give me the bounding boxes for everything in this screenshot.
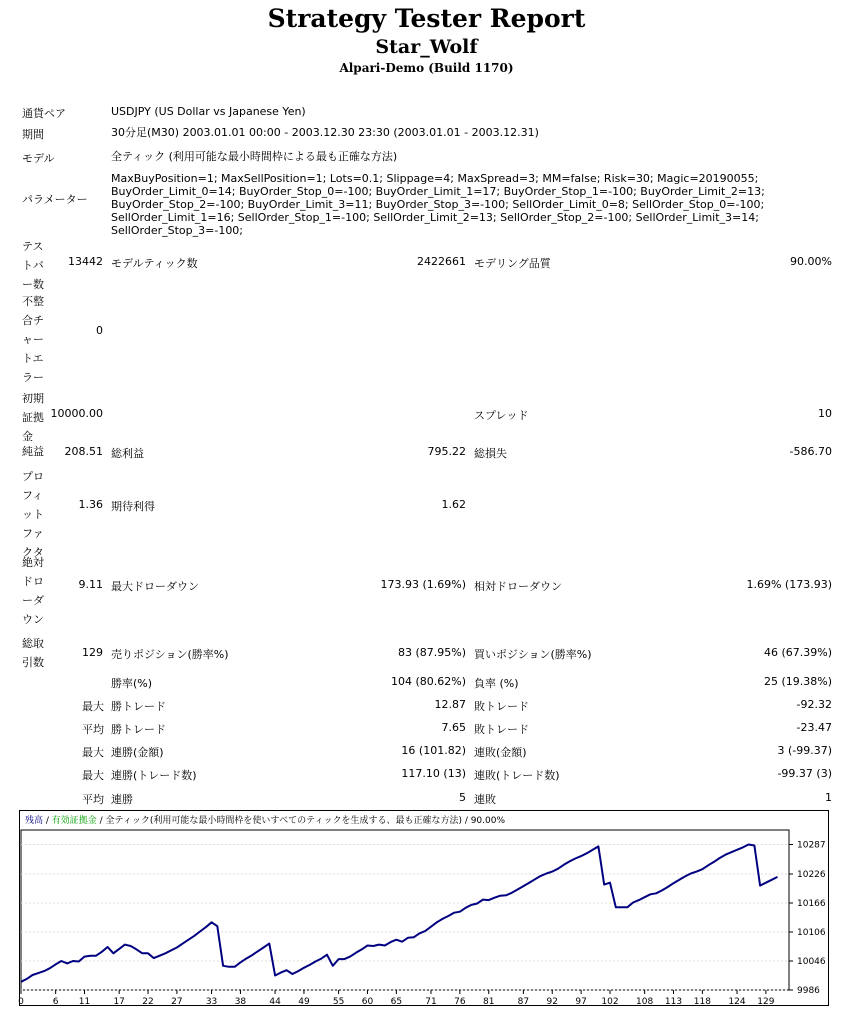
y-tick-label: 10166 xyxy=(797,898,826,909)
ea-name: Star_Wolf xyxy=(375,36,478,58)
stat-value-2: 2422661 xyxy=(417,255,466,268)
stat-value-3: 25 (19.38%) xyxy=(763,675,832,688)
stat-value-2: 7.65 xyxy=(441,721,466,734)
x-tick-label: 27 xyxy=(171,997,183,1007)
x-tick-label: 49 xyxy=(298,997,310,1007)
stat-value: 最大 xyxy=(82,700,104,713)
stats-row xyxy=(0,742,853,760)
stat-label: 総取引数 xyxy=(22,637,44,669)
x-tick-label: 76 xyxy=(454,997,466,1007)
stat-label-2: 連勝 xyxy=(111,793,133,806)
stat-value-2: 795.22 xyxy=(427,445,466,458)
stat-value: 10000.00 xyxy=(50,407,103,420)
x-tick-label: 6 xyxy=(52,997,59,1007)
stats-row xyxy=(0,553,853,626)
x-tick-label: 102 xyxy=(601,997,619,1007)
stat-value-3: 1.69% (173.93) xyxy=(746,578,832,591)
symbol-label: 通貨ペア xyxy=(22,107,66,120)
stat-value-2: 83 (87.95%) xyxy=(397,646,466,659)
stat-label-2: 連勝(トレード数) xyxy=(111,769,197,782)
plot-area xyxy=(21,830,789,990)
y-tick-label: 10287 xyxy=(797,840,826,851)
stat-value-2: 12.87 xyxy=(434,698,466,711)
y-tick-label: 9986 xyxy=(797,986,820,996)
x-tick-label: 22 xyxy=(142,997,154,1007)
stat-value-2: 117.10 (13) xyxy=(401,767,466,780)
y-tick-label: 10226 xyxy=(797,869,826,880)
model-value: 全ティック (利用可能な最小時間枠による最も正確な方法) xyxy=(111,150,398,163)
stat-value: 208.51 xyxy=(64,445,103,458)
legend-equity: 有効証拠金 xyxy=(51,816,97,826)
x-tick-label: 118 xyxy=(693,997,711,1007)
stat-label-2: 勝トレード xyxy=(111,723,166,736)
stats-row xyxy=(0,789,853,807)
x-tick-label: 108 xyxy=(636,997,654,1007)
stat-label-3: スプレッド xyxy=(474,409,529,422)
stat-label: 純益 xyxy=(22,445,44,458)
stat-value: 1.36 xyxy=(78,498,103,511)
stat-value: 最大 xyxy=(82,769,104,782)
stat-value: 最大 xyxy=(82,746,104,759)
x-tick-label: 129 xyxy=(757,997,775,1007)
stats-row xyxy=(0,389,853,443)
x-tick-label: 44 xyxy=(269,997,281,1007)
symbol-value: USDJPY (US Dollar vs Japanese Yen) xyxy=(111,105,306,118)
stats-row xyxy=(0,696,853,714)
stat-value: 0 xyxy=(96,324,103,337)
model-label: モデル xyxy=(22,152,55,165)
stat-label-2: 勝トレード xyxy=(111,700,166,713)
report-title: Strategy Tester Report xyxy=(267,4,586,33)
stats-row xyxy=(0,765,853,783)
stat-label-2: 勝率(%) xyxy=(111,677,153,690)
stat-label: 不整合チャートエラー xyxy=(22,295,44,384)
stats-row xyxy=(0,237,853,291)
stat-value-3: 46 (67.39%) xyxy=(763,646,832,659)
stat-label-2: モデルティック数 xyxy=(111,257,198,270)
stat-label-3: 連敗(金額) xyxy=(474,746,527,759)
stat-value-2: 173.93 (1.69%) xyxy=(380,578,466,591)
stat-label-2: 売りポジション(勝率%) xyxy=(111,648,229,661)
legend-balance: 残高 xyxy=(25,816,44,826)
params-label: パラメーター xyxy=(22,193,88,206)
stat-value: 平均 xyxy=(82,793,104,806)
y-tick-label: 10106 xyxy=(797,927,826,938)
stat-label-3: 買いポジション(勝率%) xyxy=(474,648,592,661)
x-tick-label: 92 xyxy=(546,997,558,1007)
stat-value-3: 1 xyxy=(825,791,832,804)
x-tick-label: 71 xyxy=(425,997,437,1007)
stats-row xyxy=(0,442,853,462)
stat-label-2: 最大ドローダウン xyxy=(111,580,199,593)
stat-label-3: 連敗 xyxy=(474,793,496,806)
stat-value-3: 3 (-99.37) xyxy=(777,744,832,757)
stats-row xyxy=(0,673,853,691)
x-tick-label: 60 xyxy=(361,997,374,1007)
stat-label-3: 相対ドローダウン xyxy=(474,580,562,593)
stats-row xyxy=(0,467,853,559)
stat-value-2: 5 xyxy=(459,791,466,804)
stat-value-2: 104 (80.62%) xyxy=(390,675,466,688)
x-tick-label: 124 xyxy=(728,997,746,1007)
x-tick-label: 55 xyxy=(332,997,345,1007)
x-tick-label: 0 xyxy=(18,997,24,1007)
stat-value: 13442 xyxy=(68,255,103,268)
stat-label-3: 総損失 xyxy=(474,447,507,460)
x-tick-label: 113 xyxy=(664,997,683,1007)
chart-legend xyxy=(25,814,505,826)
stat-value-3: -99.37 (3) xyxy=(777,767,832,780)
stat-label-2: 期待利得 xyxy=(111,500,155,513)
stat-label-3: 敗トレード xyxy=(474,723,529,736)
stat-label-2: 総利益 xyxy=(111,447,144,460)
stat-label-3: 負率 (%) xyxy=(474,677,519,690)
stats-row xyxy=(0,292,853,384)
legend-rest: / 全ティック(利用可能な最小時間枠を使いすべてのティックを生成する、最も正確な方法) / 90.00% xyxy=(96,816,506,826)
stat-label-3: モデリング品質 xyxy=(474,257,551,270)
stats-row xyxy=(0,719,853,737)
stat-value: 129 xyxy=(82,646,103,659)
x-tick-label: 81 xyxy=(483,997,495,1007)
stat-value-3: 90.00% xyxy=(790,255,832,268)
stat-value-2: 16 (101.82) xyxy=(401,744,466,757)
x-tick-label: 87 xyxy=(517,997,530,1007)
period-label: 期間 xyxy=(22,128,44,141)
balance-chart xyxy=(19,810,829,1006)
stat-value: 平均 xyxy=(82,723,104,736)
stat-value-2: 1.62 xyxy=(441,498,466,511)
stat-value-3: -586.70 xyxy=(789,445,832,458)
x-tick-label: 17 xyxy=(113,997,125,1007)
stat-label: プロフィットファクタ xyxy=(22,470,44,559)
stats-row xyxy=(0,634,853,672)
stat-label-3: 連敗(トレード数) xyxy=(474,769,560,782)
params-value: MaxBuyPosition=1; MaxSellPosition=1; Lots=0.1; Slippage=4; MaxSpread=3; MM=false; Risk=30; Magic=20190055; BuyOrder_Limit_0=14; BuyOrder_Stop_0=-100; BuyOrder_Limit_1=17; BuyOrder_Stop_1=-100; BuyOrder_Limit_2=13; BuyOrder_Stop_2=-100; BuyOrder_Limit_3=11; BuyOrder_Stop_3=-100; SellOrder_Limit_0=8; SellOrder_Stop_0=-100; SellOrder_Limit_1=16; SellOrder_Stop_1=-100; SellOrder_Limit_2=13; SellOrder_Stop_2=-100; SellOrder_Limit_3=14; SellOrder_Stop_3=-100; xyxy=(111,172,765,237)
period-value: 30分足(M30) 2003.01.01 00:00 - 2003.12.30 23:30 (2003.01.01 - 2003.12.31) xyxy=(111,126,539,139)
stat-value-3: -23.47 xyxy=(796,721,832,734)
stat-label: 絶対ドローダウン xyxy=(22,556,44,626)
stat-value-3: -92.32 xyxy=(796,698,832,711)
stat-value-3: 10 xyxy=(818,407,832,420)
y-tick-label: 10046 xyxy=(797,956,826,967)
stat-label-3: 敗トレード xyxy=(474,700,529,713)
x-tick-label: 97 xyxy=(575,997,587,1007)
x-tick-label: 33 xyxy=(205,997,218,1007)
server-build: Alpari-Demo (Build 1170) xyxy=(339,61,514,75)
legend-sep1: / xyxy=(43,816,52,826)
stat-label-2: 連勝(金額) xyxy=(111,746,164,759)
stat-label: 初期証拠金 xyxy=(22,392,44,443)
x-tick-label: 11 xyxy=(78,997,91,1007)
x-tick-label: 65 xyxy=(390,997,403,1007)
stat-value: 9.11 xyxy=(78,578,103,591)
x-tick-label: 38 xyxy=(234,997,247,1007)
stat-label: テストバー数 xyxy=(22,240,44,291)
